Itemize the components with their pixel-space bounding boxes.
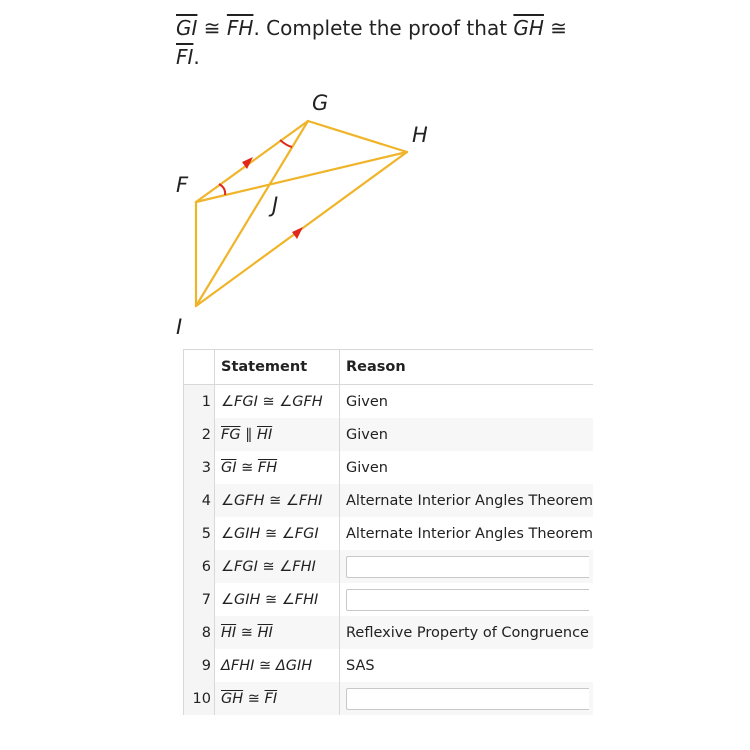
angle-mark-fgi [280,140,292,147]
row-number: 3 [184,451,215,484]
angle-mark-gfh [219,184,225,195]
statement-part: $\overline{FH}$ [257,459,278,476]
statement-part: ∠GIH [221,525,261,542]
reason-cell: Alternate Interior Angles Theorem [346,525,594,542]
statement-part: ∠FHI [281,591,319,608]
statement-part: $\overline{GI}$ [221,459,237,476]
reason-cell [340,583,594,616]
table-row [184,583,594,616]
statement-part: ∠FHI [279,558,316,575]
statement-part: ≅ [264,492,286,509]
label-g: G [312,91,329,115]
statement-part: $\overline{FI}$ [264,690,278,707]
statement-part: ≅ [257,558,280,575]
row-number: 1 [184,385,215,419]
parallel-arrow-hi [292,227,303,239]
row-number: 7 [184,583,215,616]
statement-part: ∥ [240,426,258,443]
statement-part: $\overline{HI}$ [257,426,273,443]
statement-part: ∠GFH [279,393,323,410]
statement-part: ∠FGI [221,393,258,410]
row-number: 2 [184,418,215,451]
statement-part: ∠FGI [221,558,258,575]
reason-cell: Given [346,459,388,476]
table-row [184,385,594,419]
table-row [184,517,594,550]
statement-cell [215,649,340,682]
row-number: 4 [184,484,215,517]
statement-cell [215,385,340,419]
statement-part: ≅ [254,657,276,674]
statement-part: $\overline{FG}$ [221,426,241,443]
statement-cell [215,517,340,550]
reason-cell: Given [346,393,388,410]
statement-part: ≅ [236,459,258,476]
table-row [184,649,594,682]
segment-gi: $\overline{GI}$ [176,16,198,40]
statement-part: $\overline{GH}$ [221,690,244,707]
reason-cell: Reflexive Property of Congruence [340,616,594,649]
table-header-row [184,350,594,385]
segment-fi: $\overline{FI}$ [176,45,194,69]
statement-part: ∠GFH [221,492,265,509]
row-number: 10 [184,682,215,715]
statement-part: ΔFHI [221,657,255,674]
header-statement: Statement [215,350,340,385]
prompt-text: . Complete the proof that [253,16,514,40]
label-j: J [272,193,279,217]
statement-part: ≅ [243,690,265,707]
congruent-symbol: ≅ [197,16,227,40]
table-row [184,451,594,484]
statement-part: ≅ [260,525,282,542]
reason-cell: Given [340,418,594,451]
header-number [184,350,215,385]
table-row [184,418,594,451]
label-h: H [412,123,428,147]
row-number: 6 [184,550,215,583]
table-row [184,550,594,583]
label-f: F [176,173,189,197]
statement-part: ≅ [236,624,258,641]
reason-cell: Alternate Interior Angles Theorem [340,484,594,517]
header-reason: Reason [340,350,594,385]
geometry-diagram [0,0,750,345]
reason-answer-input[interactable] [346,556,589,578]
statement-cell [215,682,340,715]
reason-cell [340,682,594,715]
statement-part: ≅ [260,591,282,608]
segment-gh: $\overline{GH}$ [513,16,544,40]
statement-part: $\overline{HI}$ [221,624,237,641]
statement-cell [215,451,340,484]
reason-cell: SAS [346,657,375,674]
segment-fh: $\overline{FH}$ [226,16,254,40]
proof-table [183,349,593,715]
reason-answer-input[interactable] [346,589,589,611]
label-i: I [176,315,183,339]
congruent-symbol: ≅ [543,16,568,40]
statement-cell [215,484,340,517]
statement-part: ∠FHI [285,492,323,509]
table-row [184,484,594,517]
statement-part: ∠GIH [221,591,261,608]
prompt-period: . [193,45,200,69]
row-number: 9 [184,649,215,682]
reason-cell [340,550,594,583]
statement-cell [215,583,340,616]
segment-gi-line [196,121,308,306]
statement-part: $\overline{HI}$ [257,624,273,641]
statement-part: ∠FGI [281,525,319,542]
statement-cell [215,550,340,583]
statement-cell [215,418,340,451]
row-number: 8 [184,616,215,649]
reason-answer-input[interactable] [346,688,589,710]
statement-part: ΔGIH [275,657,313,674]
statement-cell [215,616,340,649]
row-number: 5 [184,517,215,550]
statement-part: ≅ [257,393,280,410]
segment-gh-line [308,121,407,152]
table-row [184,682,594,715]
table-row [184,616,594,649]
segment-fh-line [196,152,407,202]
